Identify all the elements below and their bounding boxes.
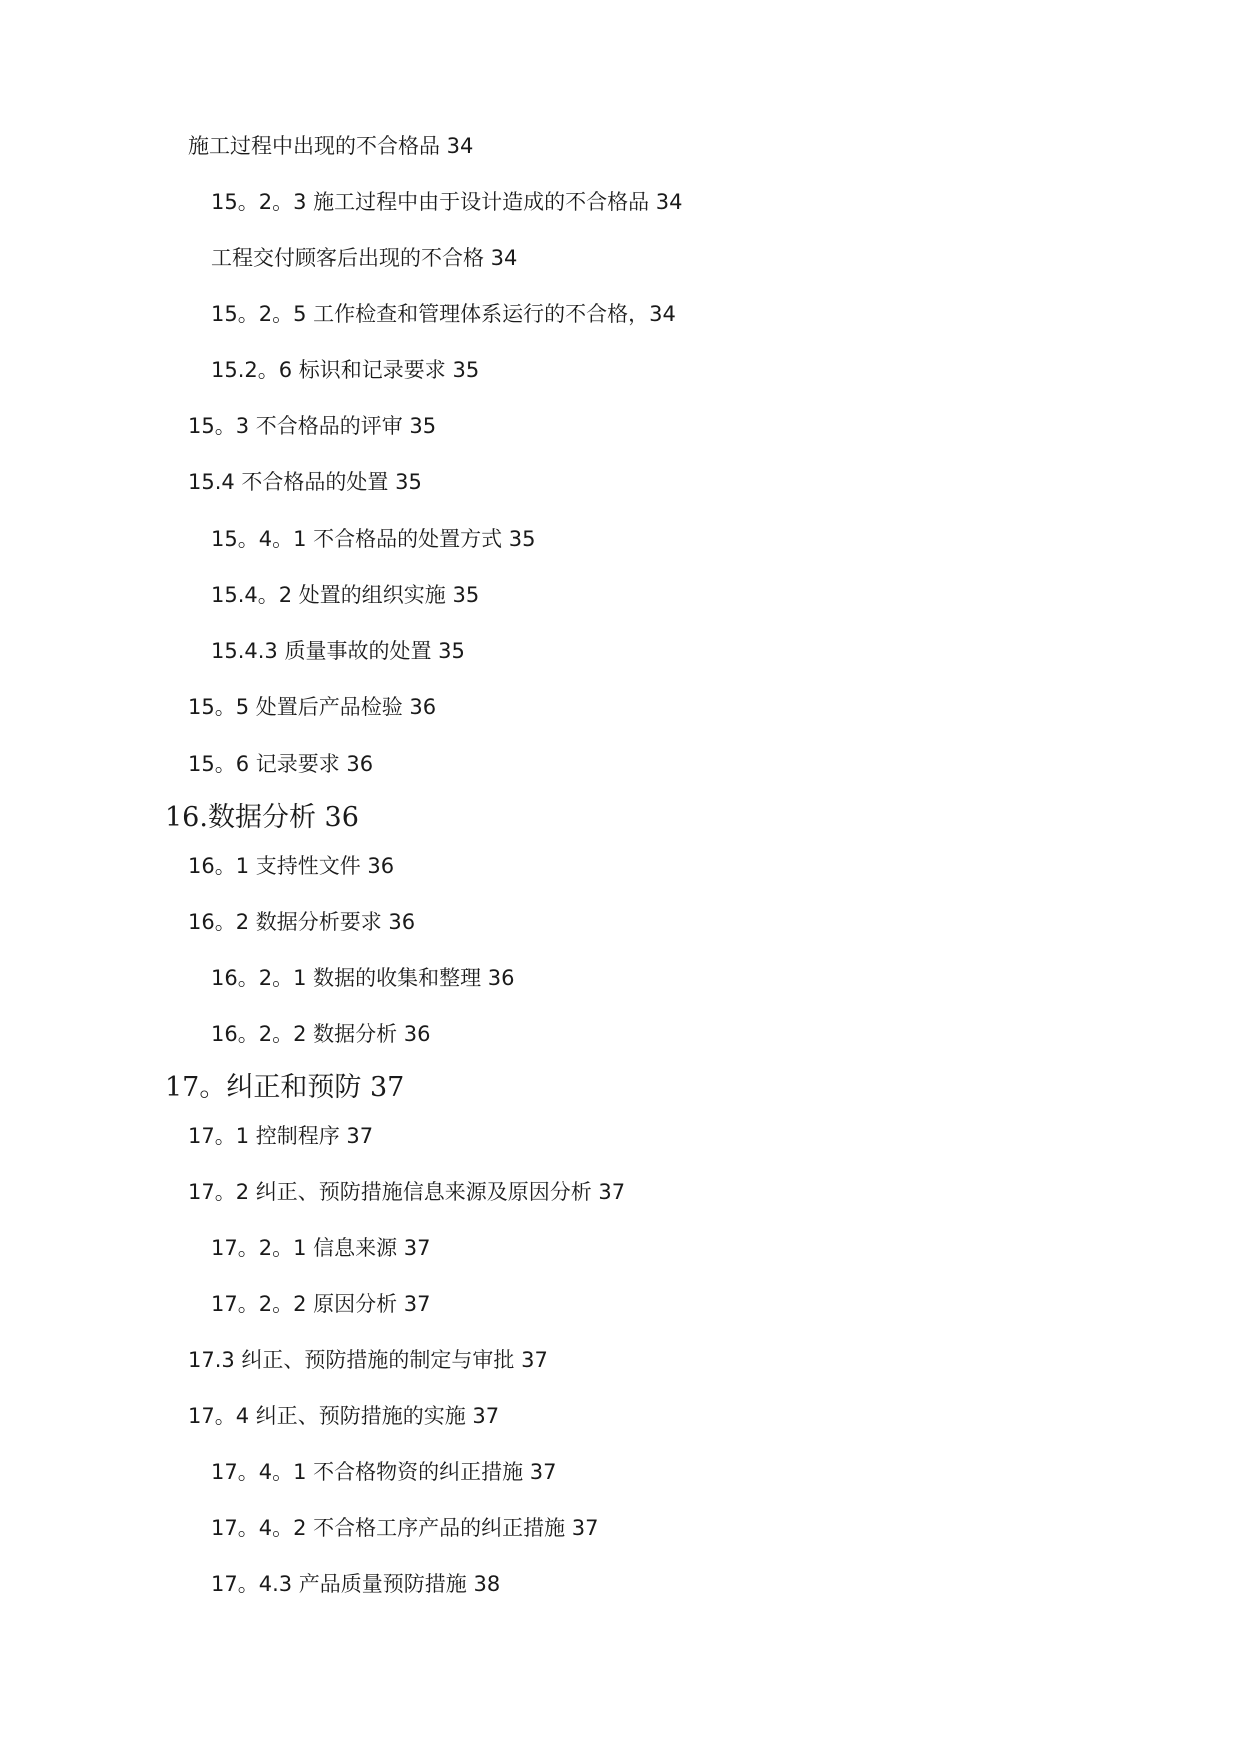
toc-entry: 15.4.3 质量事故的处置 35 <box>211 639 465 663</box>
toc-entry: 17。1 控制程序 37 <box>188 1124 374 1148</box>
toc-entry: 工程交付顾客后出现的不合格 34 <box>211 246 518 270</box>
toc-entry: 17。4 纠正、预防措施的实施 37 <box>188 1404 500 1428</box>
toc-entry: 16。1 支持性文件 36 <box>188 854 395 878</box>
toc-entry: 17。2。2 原因分析 37 <box>211 1292 431 1316</box>
toc-entry: 15.4 不合格品的处置 35 <box>188 470 422 494</box>
toc-entry: 16。2。2 数据分析 36 <box>211 1022 431 1046</box>
toc-entry: 16。2。1 数据的收集和整理 36 <box>211 966 515 990</box>
toc-entry: 15。2。3 施工过程中由于设计造成的不合格品 34 <box>211 190 683 214</box>
toc-entry: 17。2。1 信息来源 37 <box>211 1236 431 1260</box>
toc-entry: 17。4。2 不合格工序产品的纠正措施 37 <box>211 1516 599 1540</box>
toc-entry: 17.3 纠正、预防措施的制定与审批 37 <box>188 1348 548 1372</box>
toc-entry: 17。2 纠正、预防措施信息来源及原因分析 37 <box>188 1180 626 1204</box>
toc-entry: 16。2 数据分析要求 36 <box>188 910 416 934</box>
toc-entry: 15。4。1 不合格品的处置方式 35 <box>211 527 536 551</box>
toc-entry: 15。5 处置后产品检验 36 <box>188 695 437 719</box>
toc-entry: 17。4。1 不合格物资的纠正措施 37 <box>211 1460 557 1484</box>
toc-entry: 施工过程中出现的不合格品 34 <box>188 134 474 158</box>
toc-entry: 17。4.3 产品质量预防措施 38 <box>211 1572 501 1596</box>
toc-entry: 15.4。2 处置的组织实施 35 <box>211 583 480 607</box>
toc-entry: 15。3 不合格品的评审 35 <box>188 414 437 438</box>
toc-entry: 15。2。5 工作检查和管理体系运行的不合格，34 <box>211 302 676 326</box>
toc-chapter-heading: 16.数据分析 36 <box>165 802 359 833</box>
toc-chapter-heading: 17。纠正和预防 37 <box>165 1072 405 1103</box>
toc-entry: 15。6 记录要求 36 <box>188 752 374 776</box>
toc-entry: 15.2。6 标识和记录要求 35 <box>211 358 480 382</box>
